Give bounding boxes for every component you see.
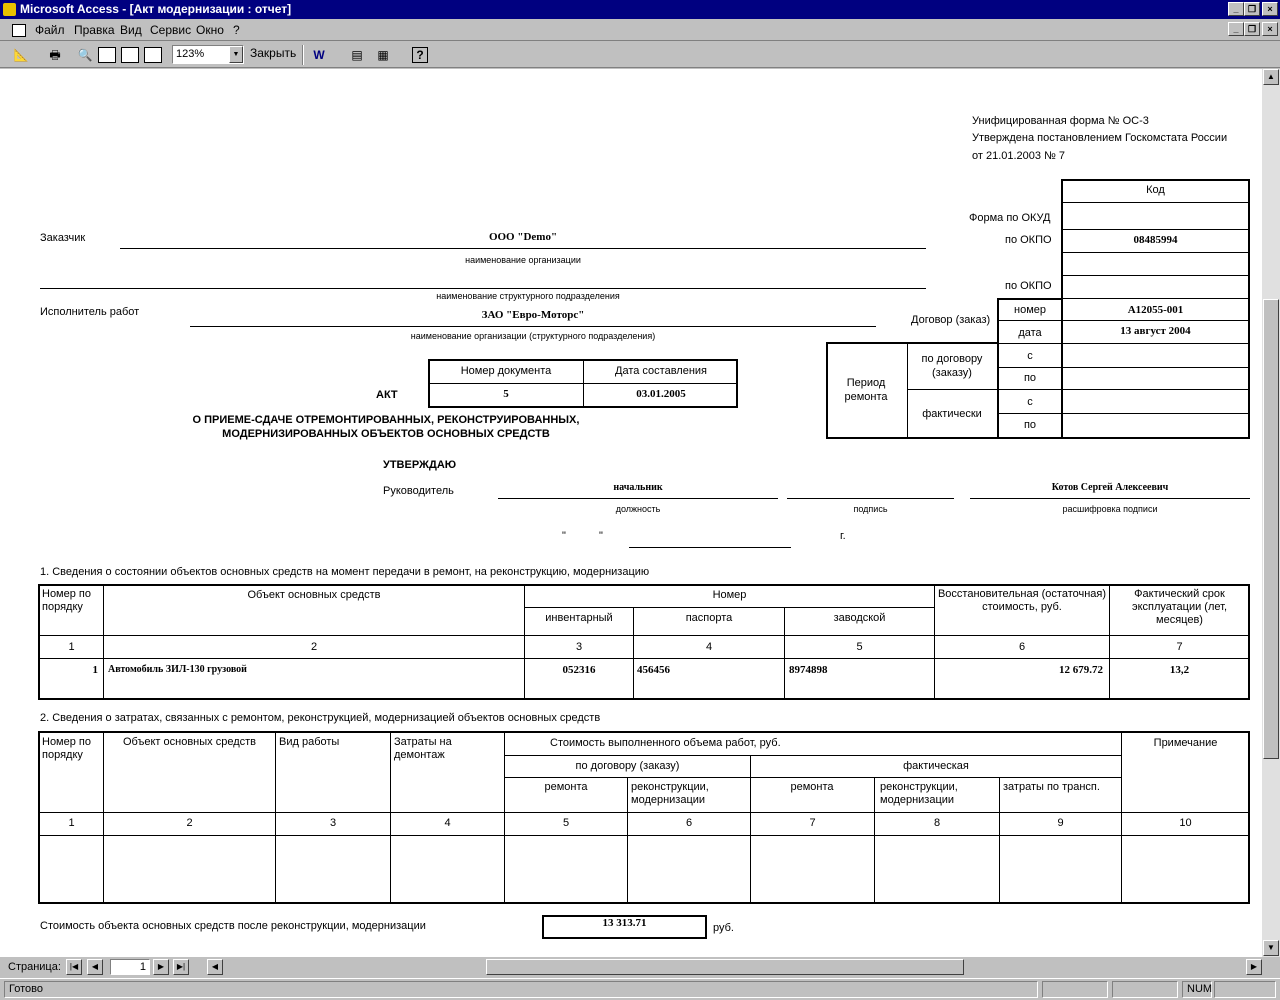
act-title-line-1: О ПРИЕМЕ-СДАЧЕ ОТРЕМОНТИРОВАННЫХ, РЕКОНСТРУИРОВАННЫХ, bbox=[192, 414, 580, 426]
s1-row-object: Автомобиль ЗИЛ-130 грузовой bbox=[108, 664, 247, 675]
s2-header-work: Вид работы bbox=[279, 736, 340, 748]
scroll-down-icon[interactable]: ▼ bbox=[1263, 940, 1279, 956]
approve-label: УТВЕРЖДАЮ bbox=[383, 459, 457, 471]
s1-row-passport: 456456 bbox=[637, 664, 670, 676]
s2-col-num: 6 bbox=[685, 817, 693, 829]
total-value: 13 313.71 bbox=[602, 917, 647, 929]
s2-header-repair2: ремонта bbox=[790, 781, 834, 793]
s2-col-num: 3 bbox=[329, 817, 337, 829]
section1-title: 1. Сведения о состоянии объектов основных средств на момент передачи в ремонт, на реконструкцию, модернизацию bbox=[40, 566, 650, 578]
s2-header-by-contract: по договору (заказу) bbox=[575, 760, 680, 772]
s1-col-num: 5 bbox=[856, 641, 863, 653]
okpo-value: 08485994 bbox=[1133, 234, 1178, 246]
repair-period-label: Период ремонта bbox=[844, 377, 888, 403]
title-bar bbox=[0, 0, 1280, 19]
toolbar-separator bbox=[302, 45, 304, 65]
s2-header-recon2: реконструкции, модернизации bbox=[880, 781, 958, 806]
last-page-icon[interactable]: ▶| bbox=[173, 959, 189, 975]
toolbar bbox=[0, 42, 1280, 68]
s1-header-number: Номер bbox=[712, 589, 747, 601]
s1-col-num: 6 bbox=[1018, 641, 1026, 653]
s1-row-value: 12 679.72 bbox=[1059, 664, 1103, 676]
doc-minimize-button[interactable]: _ bbox=[1228, 22, 1244, 36]
doc-number-value: 5 bbox=[503, 388, 509, 400]
date-quote-close: " bbox=[599, 530, 603, 542]
s1-header-passport: паспорта bbox=[685, 612, 733, 624]
s2-col-num: 7 bbox=[809, 817, 816, 829]
s2-col-num: 9 bbox=[1057, 817, 1064, 829]
act-title-line-2: МОДЕРНИЗИРОВАННЫХ ОБЪЕКТОВ ОСНОВНЫХ СРЕДСТВ bbox=[222, 428, 550, 440]
s2-col-num: 5 bbox=[562, 817, 570, 829]
minimize-button[interactable]: _ bbox=[1228, 2, 1244, 16]
form-header-line: от 21.01.2003 № 7 bbox=[972, 150, 1066, 162]
total-label: Стоимость объекта основных средств после реконструкции, модернизации bbox=[40, 920, 426, 932]
to-label: по bbox=[1023, 372, 1037, 384]
doc-close-button[interactable]: × bbox=[1262, 22, 1278, 36]
horizontal-scroll-thumb[interactable] bbox=[486, 959, 964, 975]
division-caption: наименование структурного подразделения bbox=[436, 291, 620, 301]
access-key-icon bbox=[3, 3, 16, 16]
new-object-icon[interactable]: ▦ bbox=[377, 48, 389, 62]
page-number-input[interactable]: 1 bbox=[110, 959, 150, 975]
print-icon[interactable]: 🖶 bbox=[49, 48, 61, 62]
signature-caption: подпись bbox=[853, 504, 888, 514]
name-value: Котов Сергей Алексеевич bbox=[1051, 482, 1169, 493]
okud-label: Форма по ОКУД bbox=[969, 212, 1051, 224]
restore-button[interactable]: ❐ bbox=[1244, 2, 1260, 16]
status-bar bbox=[0, 978, 1280, 1000]
s2-header-transport: затраты по трансп. bbox=[1003, 781, 1100, 793]
scroll-up-icon[interactable]: ▲ bbox=[1263, 69, 1279, 85]
design-view-icon[interactable]: 📐 bbox=[13, 48, 29, 62]
from-label: с bbox=[1027, 396, 1033, 408]
form-header-line: Утверждена постановлением Госкомстата России bbox=[972, 132, 1228, 144]
code-header: Код bbox=[1146, 184, 1165, 196]
customer-label: Заказчик bbox=[40, 232, 86, 244]
s1-col-num: 2 bbox=[310, 641, 318, 653]
menu-tools[interactable]: Сервис bbox=[150, 23, 192, 37]
close-window-button[interactable]: × bbox=[1262, 2, 1278, 16]
first-page-icon[interactable]: |◀ bbox=[66, 959, 82, 975]
contract-label: Договор (заказ) bbox=[911, 314, 991, 326]
s1-col-num: 4 bbox=[705, 641, 713, 653]
menu-edit[interactable]: Правка bbox=[74, 23, 115, 37]
s1-header-object: Объект основных средств bbox=[247, 589, 381, 601]
menu-help[interactable]: ? bbox=[233, 23, 240, 37]
status-panel bbox=[1112, 981, 1178, 998]
from-label: с bbox=[1027, 350, 1033, 362]
s1-col-num: 7 bbox=[1176, 641, 1183, 653]
org-name-caption: наименование организации bbox=[465, 255, 581, 265]
position-caption: должность bbox=[615, 504, 661, 514]
status-text: Готово bbox=[4, 981, 1038, 998]
contract-date-value: 13 август 2004 bbox=[1120, 325, 1191, 337]
contractor-value: ЗАО "Евро-Моторс" bbox=[481, 309, 585, 321]
s1-header-inventory: инвентарный bbox=[545, 612, 613, 624]
s2-col-num: 1 bbox=[68, 817, 75, 829]
s1-row-factory: 8974898 bbox=[789, 664, 828, 676]
position-value: начальник bbox=[613, 482, 663, 493]
s1-header-num: Номер по порядку bbox=[42, 588, 91, 613]
menu-file[interactable]: Файл bbox=[35, 23, 65, 37]
database-window-icon[interactable]: ▤ bbox=[351, 48, 363, 62]
office-links-icon[interactable]: W bbox=[313, 48, 325, 62]
okpo2-label: по ОКПО bbox=[1005, 280, 1052, 292]
date-quote-open: " bbox=[562, 530, 566, 542]
s2-header-num: Номер по порядку bbox=[42, 736, 91, 761]
contract-number-label: номер bbox=[1014, 304, 1046, 316]
s1-row-num: 1 bbox=[92, 664, 98, 676]
contract-date-label: дата bbox=[1018, 327, 1042, 339]
menu-view[interactable]: Вид bbox=[120, 23, 142, 37]
prev-page-icon[interactable]: ◀ bbox=[87, 959, 103, 975]
two-pages-icon[interactable] bbox=[121, 47, 139, 63]
contractor-caption: наименование организации (структурного подразделения) bbox=[410, 331, 656, 341]
menu-window[interactable]: Окно bbox=[196, 23, 224, 37]
act-label: АКТ bbox=[376, 389, 398, 401]
report-page bbox=[0, 69, 1262, 957]
zoom-select[interactable]: 123% ▼ bbox=[172, 45, 244, 64]
num-lock-indicator: NUM bbox=[1182, 981, 1212, 998]
s2-header-cost: Стоимость выполненного объема работ, руб. bbox=[550, 737, 781, 749]
head-label: Руководитель bbox=[383, 485, 454, 497]
to-label: по bbox=[1023, 419, 1037, 431]
s2-header-recon: реконструкции, модернизации bbox=[631, 781, 709, 806]
year-suffix: г. bbox=[840, 530, 846, 542]
section2-title: 2. Сведения о затратах, связанных с ремонтом, реконструкцией, модернизацией объектов основных средств bbox=[40, 712, 601, 724]
by-contract-label: по договору (заказу) bbox=[921, 353, 983, 379]
status-panel bbox=[1042, 981, 1108, 998]
s1-col-num: 1 bbox=[68, 641, 75, 653]
window-title: Microsoft Access - [Акт модернизации : отчет] bbox=[20, 2, 292, 16]
one-page-icon[interactable] bbox=[98, 47, 116, 63]
actual-label: фактически bbox=[922, 408, 982, 420]
scroll-left-icon[interactable]: ◀ bbox=[207, 959, 223, 975]
s2-col-num: 2 bbox=[186, 817, 193, 829]
s2-col-num: 8 bbox=[933, 817, 941, 829]
doc-number-header: Номер документа bbox=[460, 365, 552, 377]
s2-header-object: Объект основных средств bbox=[123, 736, 256, 748]
page-label: Страница: bbox=[8, 961, 61, 973]
doc-date-header: Дата составления bbox=[615, 365, 707, 377]
s1-row-inventory: 052316 bbox=[562, 664, 596, 676]
help-icon[interactable]: ? bbox=[412, 47, 428, 63]
total-unit: руб. bbox=[713, 922, 734, 934]
okpo-label: по ОКПО bbox=[1005, 234, 1052, 246]
doc-date-value: 03.01.2005 bbox=[636, 388, 686, 400]
close-preview-button[interactable]: Закрыть bbox=[250, 46, 297, 60]
s2-header-actual: фактическая bbox=[903, 760, 969, 772]
vertical-scroll-thumb[interactable] bbox=[1263, 299, 1279, 759]
report-window-icon[interactable] bbox=[12, 24, 26, 37]
contract-number-value: A12055-001 bbox=[1127, 304, 1184, 316]
zoom-icon[interactable]: 🔍 bbox=[77, 48, 93, 62]
customer-value: ООО "Demo" bbox=[488, 231, 558, 243]
vertical-scrollbar[interactable] bbox=[1262, 69, 1280, 957]
s2-header-note: Примечание bbox=[1153, 737, 1218, 749]
form-header-line: Унифицированная форма № ОС-3 bbox=[972, 115, 1149, 127]
s1-header-term: Фактический срок эксплуатации (лет, месяцев) bbox=[1131, 588, 1228, 626]
s2-col-num: 4 bbox=[444, 817, 451, 829]
scroll-right-icon[interactable]: ▶ bbox=[1246, 959, 1262, 975]
record-navigation-bar bbox=[0, 957, 1280, 977]
status-panel bbox=[1214, 981, 1276, 998]
s2-header-dismantle: Затраты на демонтаж bbox=[394, 736, 452, 761]
contractor-label: Исполнитель работ bbox=[40, 306, 140, 318]
s1-header-value: Восстановительная (остаточная) стоимость, руб. bbox=[937, 588, 1107, 613]
s1-row-term: 13,2 bbox=[1169, 664, 1190, 676]
chevron-down-icon[interactable]: ▼ bbox=[229, 46, 243, 63]
multiple-pages-icon[interactable] bbox=[144, 47, 162, 63]
s1-header-factory: заводской bbox=[833, 612, 886, 624]
menu-bar bbox=[0, 19, 1280, 41]
s2-col-num: 10 bbox=[1179, 817, 1192, 829]
doc-restore-button[interactable]: ❐ bbox=[1244, 22, 1260, 36]
s2-header-repair: ремонта bbox=[544, 781, 588, 793]
next-page-icon[interactable]: ▶ bbox=[153, 959, 169, 975]
s1-col-num: 3 bbox=[575, 641, 583, 653]
name-caption: расшифровка подписи bbox=[1062, 504, 1158, 514]
